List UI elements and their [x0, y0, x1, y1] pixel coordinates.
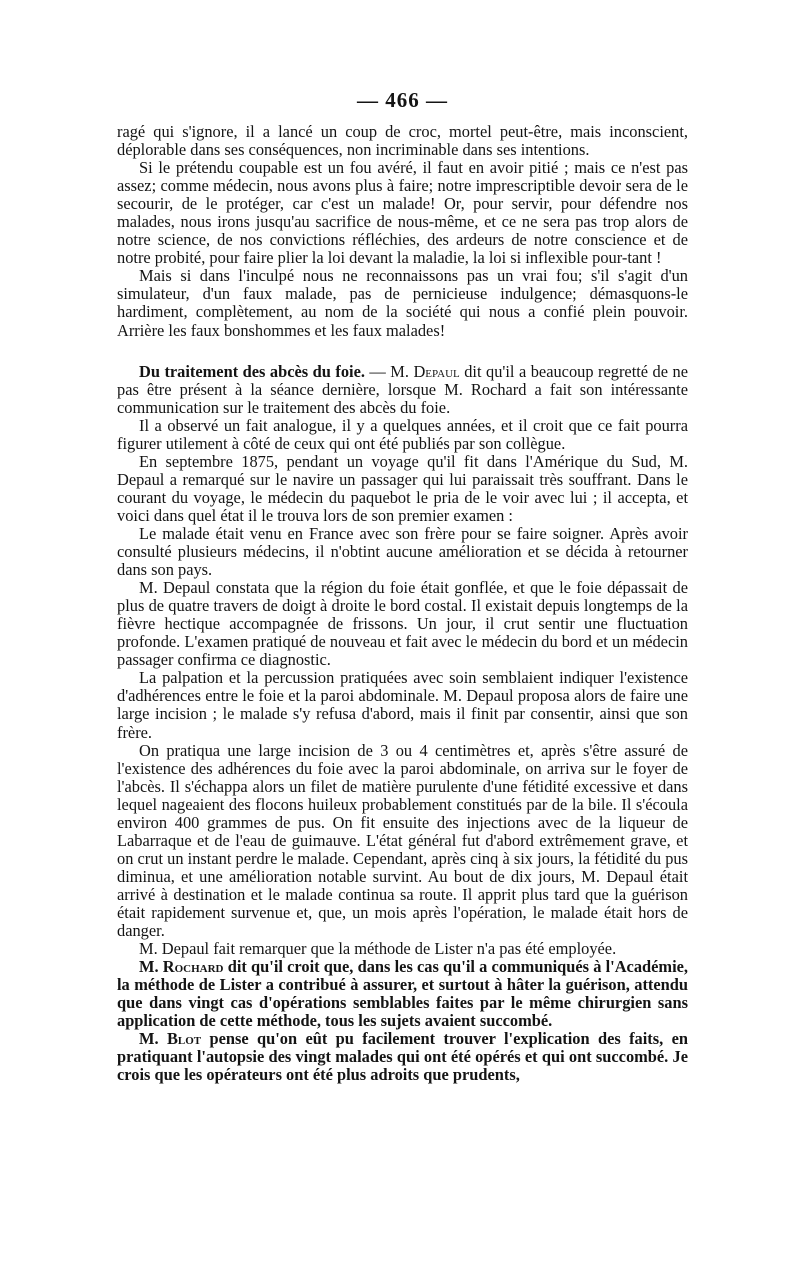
- paragraph-palpation: La palpation et la percussion pratiquées avec soin semblaient indiquer l'existence d'adhérences entre le foie et la paroi abdominale. M. Depaul proposa alors de faire une large incision ; le malade s'y refusa d'abord, mais il finit par consentir, ainsi que son frère.: [117, 668, 688, 742]
- blot-prefix: M.: [139, 1029, 167, 1049]
- section-heading-paragraph: [117, 363, 688, 417]
- section-dash: — M.: [364, 361, 414, 381]
- speaker-depaul: Depaul: [413, 361, 460, 381]
- page-number: — 466 —: [357, 88, 448, 112]
- paragraph-voyage: En septembre 1875, pendant un voyage qu'il fit dans l'Amérique du Sud, M. Depaul a remarqué sur le navire un passager qui lui paraissait très souffrant. Dans le courant du voyage, le médecin du paquebot le pria de le voir avec lui ; il accepta, et voici dans quel état il le trouva lors de son premier examen :: [117, 451, 688, 525]
- rochard-prefix: M.: [139, 957, 163, 977]
- paragraph-blot: [117, 1030, 688, 1084]
- paragraph-2: Si le prétendu coupable est un fou avéré, il faut en avoir pitié ; mais ce n'est pas assez; comme médecin, nous avons plus à faire; notre imprescriptible devoir sera de le secourir, de le protéger, car c'est un malade! Or, pour servir, pour défendre nos malades, nous irons jusqu'au sacrifice de nous-même, et ce ne sera pas trop alors de notre science, de nos convictions réfléchies, des ardeurs de notre conscience et de notre probité, pour faire plier la loi devant la maladie, la loi si inflexible pour-tant !: [117, 158, 688, 268]
- article-body: [117, 123, 688, 1084]
- paragraph-operation: On pratiqua une large incision de 3 ou 4 centimètres et, après s'être assuré de l'existence des adhérences du foie avec la paroi abdominale, on arriva sur le foyer de l'abcès. Il s'échappa alors un filet de matière purulente d'une fétidité excessive et dans lequel nageaient des flocons huileux probablement constitués par de la bile. Il s'écoula environ 400 grammes de pus. On fit ensuite des injections avec de la liqueur de Labarraque et de l'eau de guimauve. L'état général fut d'abord extrêmement grave, et on crut un instant perdre le malade. Cependant, après cinq à six jours, la fétidité du pus diminua, et une amélioration notable survint. Au bout de dix jours, M. Depaul était arrivé à destination et le malade continua sa route. Il apprit plus tard que la guérison était rapidement survenue et, que, un mois après l'opération, le malade était hors de danger.: [117, 740, 688, 941]
- section-intro-text: dit qu'il a beaucoup regretté de ne pas être présent à la séance dernière, lorsque M. Rochard a fait son intéressante communication sur le traitement des abcès du foie.: [117, 361, 688, 417]
- rochard-text: dit qu'il croit que, dans les cas qu'il a communiqués à l'Académie, la méthode de Lister a contribué à assurer, et surtout à hâter la guérison, attendu que dans vingt cas d'opérations semblables faites par le même chirurgien sans application de cette méthode, tous les sujets avaient succombé.: [117, 957, 688, 1031]
- paragraph-patient: Le malade était venu en France avec son frère pour se faire soigner. Après avoir consulté plusieurs médecins, il n'obtint aucune amélioration et se décida à retourner dans son pays.: [117, 523, 688, 580]
- paragraph-rochard: [117, 958, 688, 1030]
- paragraph-diagnosis: M. Depaul constata que la région du foie était gonflée, et que le foie dépassait de plus de quatre travers de doigt à droite le bord costal. Il existait depuis longtemps de la fièvre hectique accompagnée de frissons. Un jour, il crut sentir une fluctuation profonde. L'examen pratiqué de nouveau et fait avec le médecin du bord et un médecin passager confirma ce diagnostic.: [117, 578, 688, 670]
- speaker-rochard: Rochard: [162, 957, 224, 977]
- blot-text: pense qu'on eût pu facilement trouver l'explication des faits, en pratiquant l'autopsie des vingt malades qui ont été opérés et qui ont succombé. Je crois que les opérateurs ont été plus adroits que prudents,: [117, 1029, 688, 1085]
- paragraph-observation: Il a observé un fait analogue, il y a quelques années, et il croit que ce fait pourra figurer utilement à côté de ceux qui ont été publiés par son collègue.: [117, 415, 688, 453]
- speaker-blot: Blot: [166, 1029, 202, 1049]
- paragraph-3: Mais si dans l'inculpé nous ne reconnaissons pas un vrai fou; s'il s'agit d'un simulateur, d'un faux malade, pas de pernicieuse indulgence; démasquons-le hardiment, complètement, au nom de la société qui nous a confié plein pouvoir. Arrière les faux bonshommes et les faux malades!: [117, 266, 688, 340]
- paragraph-1: ragé qui s'ignore, il a lancé un coup de croc, mortel peut-être, mais inconscient, déplorable dans ses conséquences, non incriminable dans ses intentions.: [117, 122, 688, 160]
- section-title: Du traitement des abcès du foie.: [139, 361, 365, 381]
- paragraph-lister-remark: M. Depaul fait remarquer que la méthode de Lister n'a pas été employée.: [139, 939, 617, 959]
